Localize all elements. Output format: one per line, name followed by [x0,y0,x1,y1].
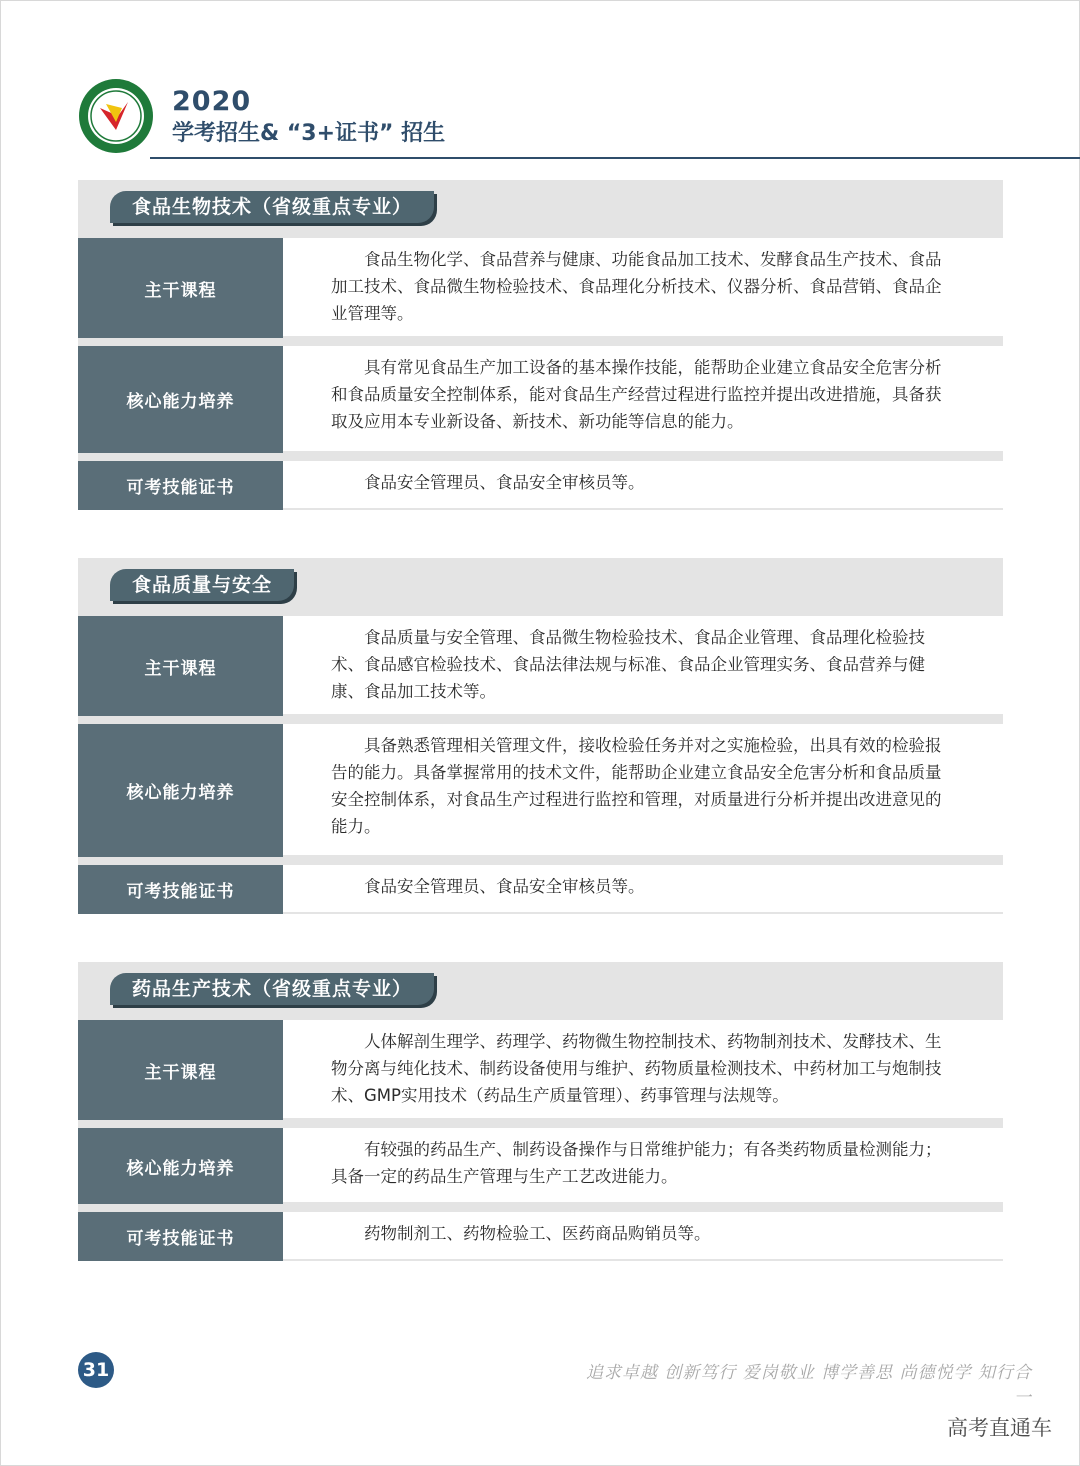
row-text: 具有常见食品生产加工设备的基本操作技能，能帮助企业建立食品安全危害分析和食品质量安全控制体系，能对食品生产经营过程进行监控并提出改进措施，具备获取及应用本专业新设备、新技术、新功能等信息的能力。 [283,346,1003,453]
section-header [78,962,1003,1012]
page-number: 31 [78,1352,114,1388]
row-text: 人体解剖生理学、药理学、药物微生物控制技术、药物制剂技术、发酵技术、生物分离与纯化技术、制药设备使用与维护、药物质量检测技术、中药材加工与炮制技术、GMP实用技术（药品生产质量管理）、药事管理与法规等。 [283,1020,1003,1120]
section-pharma-production [78,962,1003,1261]
header-divider [150,157,1080,159]
header-subtitle: 学考招生& “3+证书” 招生 [172,121,446,146]
row-label: 可考技能证书 [78,1212,283,1261]
row-label: 主干课程 [78,1020,283,1120]
row-label: 主干课程 [78,238,283,338]
row-certificates [78,453,1003,510]
row-core-abilities [78,338,1003,453]
row-label: 核心能力培养 [78,724,283,857]
section-header [78,558,1003,608]
row-text: 有较强的药品生产、制药设备操作与日常维护能力；有各类药物质量检测能力；具备一定的药品生产管理与生产工艺改进能力。 [283,1128,1003,1204]
row-text: 食品质量与安全管理、食品微生物检验技术、食品企业管理、食品理化检验技术、食品感官检验技术、食品法律法规与标准、食品企业管理实务、食品营养与健康、食品加工技术等。 [283,616,1003,716]
section-title: 食品生物技术（省级重点专业） [110,191,434,223]
row-main-courses [78,1012,1003,1120]
row-main-courses [78,608,1003,716]
row-certificates [78,1204,1003,1261]
row-label: 核心能力培养 [78,346,283,453]
row-text: 药物制剂工、药物检验工、医药商品购销员等。 [283,1212,1003,1261]
row-text: 食品安全管理员、食品安全审核员等。 [283,461,1003,510]
college-motto: 追求卓越 创新笃行 爱岗敬业 博学善思 尚德悦学 知行合一 [585,1363,1032,1408]
section-title: 药品生产技术（省级重点专业） [110,973,434,1005]
row-label: 可考技能证书 [78,865,283,914]
watermark: 高考直通车 [947,1416,1052,1440]
row-text: 食品安全管理员、食品安全审核员等。 [283,865,1003,914]
section-food-quality [78,558,1003,914]
college-logo [78,78,154,154]
row-label: 主干课程 [78,616,283,716]
row-main-courses [78,230,1003,338]
row-core-abilities [78,716,1003,857]
row-label: 可考技能证书 [78,461,283,510]
section-title: 食品质量与安全 [110,569,294,601]
row-text: 具备熟悉管理相关管理文件，接收检验任务并对之实施检验，出具有效的检验报告的能力。具备掌握常用的技术文件，能帮助企业建立食品安全危害分析和食品质量安全控制体系，对食品生产过程进行监控和管理，对质量进行分析并提出改进意见的能力。 [283,724,1003,857]
row-text: 食品生物化学、食品营养与健康、功能食品加工技术、发酵食品生产技术、食品加工技术、食品微生物检验技术、食品理化分析技术、仪器分析、食品营销、食品企业管理等。 [283,238,1003,338]
row-core-abilities [78,1120,1003,1204]
section-header [78,180,1003,230]
row-certificates [78,857,1003,914]
section-food-biotech [78,180,1003,510]
row-label: 核心能力培养 [78,1128,283,1204]
header-year: 2020 [172,86,252,117]
